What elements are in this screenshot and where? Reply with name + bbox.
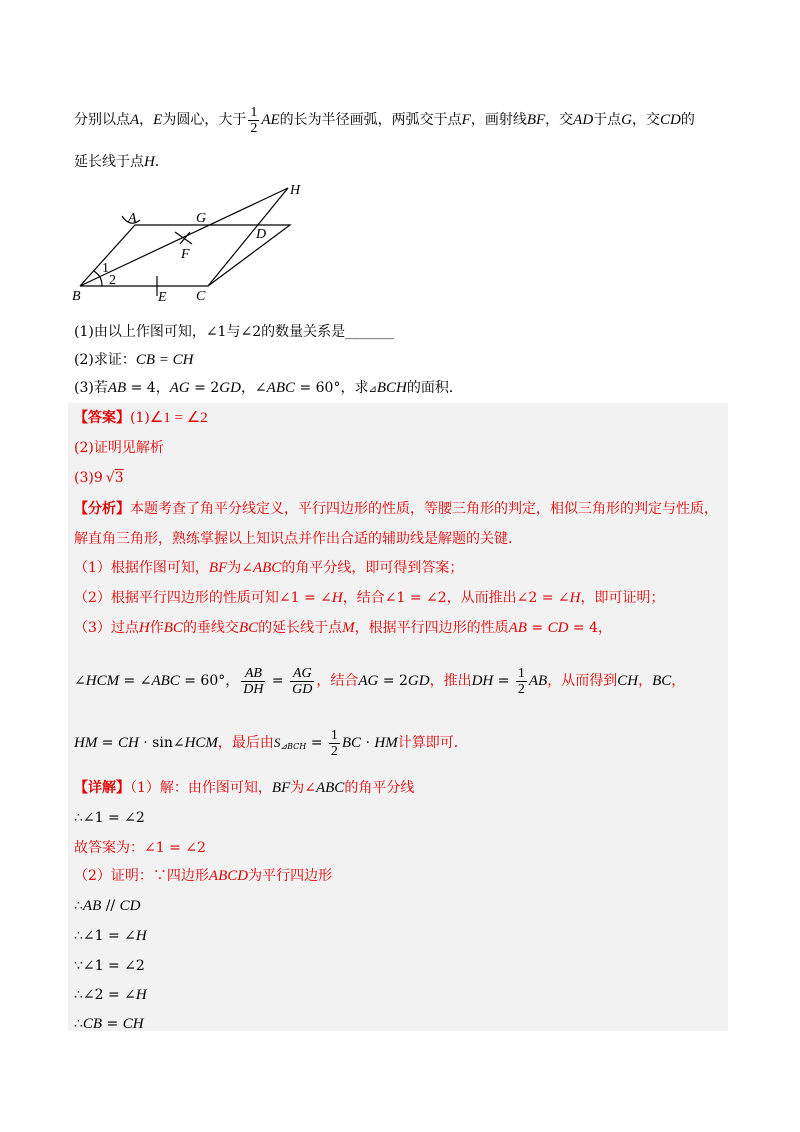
- fraction-half: [248, 105, 259, 136]
- analysis-line-area: [74, 722, 468, 768]
- label-b: B: [72, 289, 81, 304]
- math: BF: [271, 780, 291, 796]
- text: ∴: [74, 1016, 83, 1032]
- math: ABCD: [208, 868, 249, 884]
- text: ，: [139, 112, 154, 128]
- text: //: [101, 898, 120, 914]
- text: （1）解：由作图可知，: [130, 780, 272, 796]
- fraction-ab-dh: [241, 666, 265, 697]
- math: HCM: [85, 673, 120, 689]
- math: AG: [358, 673, 379, 689]
- denominator: GD: [292, 681, 313, 697]
- text: ，交: [545, 112, 574, 128]
- text: 的长为半径画弧，两弧交于点: [279, 112, 462, 128]
- triangle-symbol: ⊿: [368, 384, 377, 395]
- text: =: [306, 735, 327, 751]
- math: HM: [74, 735, 98, 751]
- analysis-step-2: [74, 588, 665, 608]
- math: CD: [119, 898, 141, 914]
- detail-line-1: [74, 778, 414, 798]
- text: ，画射线: [470, 112, 527, 128]
- math: AD: [573, 112, 594, 128]
- question-2: [74, 350, 193, 370]
- label-a: A: [128, 211, 137, 226]
- text: (3): [74, 470, 94, 486]
- math: CD: [660, 112, 681, 128]
- math: AB: [528, 673, 548, 689]
- analysis-line-fractions: [74, 660, 685, 702]
- label-h: H: [290, 183, 301, 198]
- text: ∴: [74, 898, 83, 914]
- text: (2)求证：: [74, 352, 136, 368]
- math: CH: [617, 673, 639, 689]
- math: G: [621, 112, 633, 128]
- text: ，推出: [429, 673, 472, 689]
- math: 9: [93, 470, 103, 486]
- label-angle-2: 2: [109, 273, 116, 288]
- geometry-figure: [60, 176, 320, 306]
- answer-line-3: [74, 468, 124, 488]
- math: AE: [261, 112, 280, 128]
- math: H: [138, 620, 150, 636]
- text: 分别以点: [74, 112, 130, 128]
- math: GD: [219, 380, 241, 396]
- math: AB: [107, 380, 127, 396]
- math: GD: [407, 673, 430, 689]
- math: ABC: [266, 380, 296, 396]
- math: BC: [163, 620, 183, 636]
- math: CB: [82, 1016, 103, 1032]
- text: =: [102, 1016, 123, 1032]
- text: = ∠: [119, 673, 152, 689]
- math: BC: [238, 620, 259, 636]
- text: = 4，: [568, 620, 612, 636]
- numerator: 1: [330, 727, 338, 743]
- math: AG: [169, 380, 190, 396]
- math: CD: [547, 620, 569, 636]
- math: BF: [208, 560, 228, 576]
- math: H: [135, 987, 147, 1003]
- text: 为平行四边形: [248, 868, 333, 884]
- answer-section: [68, 403, 728, 1031]
- problem-line-1: [74, 100, 695, 140]
- numerator: AB: [241, 666, 265, 682]
- math: H: [331, 590, 343, 606]
- text: 于点: [593, 112, 622, 128]
- math: 3: [114, 470, 124, 486]
- text: 作: [149, 620, 164, 636]
- math: BC: [652, 673, 672, 689]
- label-e: E: [158, 290, 167, 305]
- math: AB: [82, 898, 102, 914]
- answer-tag: 【答案】: [74, 410, 130, 426]
- analysis-line-1: [74, 499, 718, 519]
- text: 为圆心，大于: [162, 112, 247, 128]
- detail-line-4: [74, 866, 332, 886]
- text: 的垂线交: [182, 620, 239, 636]
- text: ∴∠2 = ∠: [74, 987, 136, 1003]
- text: ，从而得到: [547, 673, 618, 689]
- line-ch: [208, 188, 288, 286]
- text: =: [526, 620, 548, 636]
- text: = 2: [378, 673, 408, 689]
- math: CH: [122, 1016, 144, 1032]
- detail-line-9: [74, 1014, 144, 1034]
- math: HM: [374, 735, 398, 751]
- text: =: [267, 673, 289, 689]
- label-c: C: [196, 289, 206, 304]
- detail-line-6: [74, 926, 147, 946]
- text: = 60°，: [179, 673, 240, 689]
- problem-line-2: [74, 152, 169, 172]
- analysis-step-1: [74, 558, 463, 578]
- text: 为∠: [290, 780, 316, 796]
- numerator: 1: [250, 104, 258, 120]
- text: 的延长线于点: [258, 620, 343, 636]
- math: BC: [341, 735, 362, 751]
- text: （2）根据平行四边形的性质可知∠1 = ∠: [74, 590, 332, 606]
- text: 本题考查了角平分线定义，平行四边形的性质，等腰三角形的判定，相似三角形的判定与性质，: [130, 501, 718, 517]
- text: （2）证明：∵四边形: [74, 868, 209, 884]
- math: CB = CH: [135, 352, 194, 368]
- denominator: 2: [517, 681, 525, 697]
- detail-line-8: [74, 985, 147, 1005]
- text: 的角平分线: [344, 780, 415, 796]
- text: (3)若: [74, 380, 108, 396]
- text: ，根据平行四边形的性质: [354, 620, 509, 636]
- denominator: DH: [243, 681, 264, 697]
- math: A: [130, 112, 140, 128]
- text: (1): [130, 410, 150, 426]
- text: 的面积．: [406, 380, 463, 396]
- text: = 4，: [126, 380, 170, 396]
- math: BF: [526, 112, 546, 128]
- text: ，交: [632, 112, 661, 128]
- detail-line-2: ∴∠1 = ∠2: [74, 810, 145, 826]
- numerator: AG: [290, 666, 314, 682]
- angle-arc-1: [94, 271, 100, 277]
- text: = 60°，求: [295, 380, 369, 396]
- text: =: [97, 735, 118, 751]
- label-g: G: [196, 211, 207, 226]
- text: ，: [671, 673, 686, 689]
- detail-line-3: 故答案为：∠1 = ∠2: [74, 840, 206, 856]
- text: · sin∠: [138, 735, 185, 751]
- analysis-step-3: [74, 618, 612, 638]
- text: =: [493, 673, 514, 689]
- label-angle-1: 1: [102, 261, 109, 276]
- text: ∴∠1 = ∠: [74, 928, 136, 944]
- detail-line-7: ∵∠1 = ∠2: [74, 958, 145, 974]
- label-f: F: [181, 247, 190, 262]
- text: 延长线于点: [74, 154, 144, 170]
- text: （1）根据作图可知，: [74, 560, 209, 576]
- denominator: 2: [330, 743, 338, 759]
- text: ，即可证明；: [580, 590, 665, 606]
- text: （3）过点: [74, 620, 139, 636]
- math: H: [144, 154, 155, 170]
- text: 的角平分线，即可得到答案；: [281, 560, 464, 576]
- text: 的: [680, 112, 695, 128]
- fraction-half: [329, 728, 340, 759]
- math: ABC: [252, 560, 282, 576]
- text: ·: [361, 735, 375, 751]
- text: ，最后由: [217, 735, 274, 751]
- fraction-ag-gd: [290, 666, 314, 697]
- fraction-half: [516, 666, 527, 697]
- math: H: [569, 590, 581, 606]
- math: DH: [471, 673, 494, 689]
- text: ，结合: [316, 673, 359, 689]
- math: HCM: [184, 735, 218, 751]
- label-d: D: [256, 227, 267, 242]
- text: ，结合∠1 = ∠2，从而推出∠2 = ∠: [342, 590, 570, 606]
- math: F: [461, 112, 471, 128]
- text: 计算即可．: [397, 735, 468, 751]
- text: ∠: [74, 673, 86, 689]
- math: ABC: [151, 673, 180, 689]
- denominator: 2: [250, 120, 258, 136]
- question-1: (1)由以上作图可知，∠1与∠2的数量关系是_______: [74, 324, 395, 340]
- math: H: [135, 928, 147, 944]
- detail-tag: 【详解】: [74, 780, 130, 796]
- text: = 2: [189, 380, 220, 396]
- subscript: ⊿BCH: [280, 742, 307, 751]
- math: E: [153, 112, 163, 128]
- text: 为∠: [227, 560, 253, 576]
- angle-arc-2: [100, 277, 102, 286]
- numerator: 1: [517, 665, 525, 681]
- text: ，: [638, 673, 653, 689]
- answer-line-1: [74, 408, 208, 428]
- question-3: [74, 378, 463, 400]
- math: S: [273, 735, 281, 750]
- sqrt-symbol: √3: [105, 470, 124, 486]
- math: AB: [508, 620, 527, 636]
- answer-line-2: (2)证明见解析: [74, 440, 164, 456]
- math: BCH: [376, 380, 407, 396]
- math: M: [342, 620, 355, 636]
- analysis-tag: 【分析】: [74, 501, 130, 517]
- analysis-line-2: 解直角三角形，熟练掌握以上知识点并作出合适的辅助线是解题的关键．: [74, 531, 522, 547]
- detail-line-5: [74, 896, 140, 916]
- math: ∠1 = ∠2: [149, 410, 208, 426]
- math: ABC: [315, 780, 345, 796]
- text: ．: [154, 154, 169, 170]
- math: CH: [117, 735, 139, 751]
- text: ，∠: [240, 380, 267, 396]
